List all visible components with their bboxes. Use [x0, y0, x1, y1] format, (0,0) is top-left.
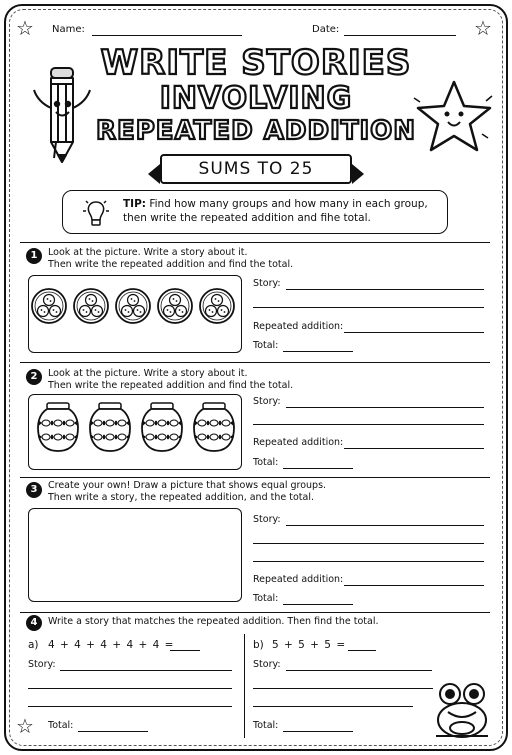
candy-icon: [210, 420, 218, 426]
date-label: Date:: [312, 24, 340, 35]
q2-instr-line-1: Look at the picture. Write a story about it.: [48, 368, 248, 379]
cookie-icon: [50, 306, 61, 317]
q3-total-field[interactable]: [283, 604, 353, 605]
q1-story-line-2[interactable]: [253, 307, 484, 308]
q2-candy-jars: [29, 395, 241, 469]
q4b-story-line-3[interactable]: [253, 706, 413, 707]
q1-picture-box: [28, 275, 242, 353]
candy-icon: [198, 420, 206, 426]
question-number-1: 1: [26, 248, 42, 264]
q3-instr-line-2: Then write a story, the repeated addition, and the total.: [48, 492, 314, 503]
candy-icon: [54, 420, 62, 426]
q1-instr-line-2: Then write the repeated addition and find the total.: [48, 259, 294, 270]
q3-repeated-label: Repeated addition:: [253, 574, 344, 585]
q2-repeated-field[interactable]: [344, 448, 484, 449]
candy-jar: [142, 403, 182, 451]
q2-story-line-2[interactable]: [253, 424, 484, 425]
tip-text-line-2: then write the repeated addition and fihe total.: [123, 212, 371, 224]
q3-story-line-3[interactable]: [253, 561, 484, 562]
q2-instr-line-2: Then write the repeated addition and find the total.: [48, 380, 294, 391]
q4b-total-label: Total:: [253, 720, 279, 731]
q1-total-label: Total:: [253, 340, 279, 351]
cookie-plate: [158, 289, 192, 323]
question-number-4: 4: [26, 615, 42, 631]
q4a-expression: 4 + 4 + 4 + 4 + 4 =: [48, 639, 175, 651]
candy-icon: [118, 434, 126, 440]
q2-total-field[interactable]: [283, 468, 353, 469]
cookie-icon: [86, 295, 97, 306]
cookie-icon: [164, 306, 175, 317]
date-field[interactable]: [344, 35, 456, 36]
cookie-plate: [200, 289, 234, 323]
q4b-story-label: Story:: [253, 659, 281, 670]
q4a-total-field[interactable]: [78, 731, 148, 732]
corner-star-icon: ☆: [16, 16, 34, 40]
cookie-plate: [32, 289, 66, 323]
q3-repeated-field[interactable]: [344, 585, 484, 586]
candy-icon: [106, 434, 114, 440]
cookie-icon: [44, 295, 55, 306]
q4a-total-label: Total:: [48, 720, 74, 731]
q1-instr-line-1: Look at the picture. Write a story about it.: [48, 247, 248, 258]
q3-story-line-2[interactable]: [253, 543, 484, 544]
candy-icon: [158, 434, 166, 440]
candy-icon: [118, 420, 126, 426]
section-divider: [20, 362, 490, 363]
q4a-story-label: Story:: [28, 659, 56, 670]
q4b-story-line-1[interactable]: [286, 670, 432, 671]
q3-story-line-1[interactable]: [286, 525, 484, 526]
q3-story-label: Story:: [253, 514, 281, 525]
q4b-total-field[interactable]: [283, 731, 353, 732]
q2-story-line-1[interactable]: [286, 407, 484, 408]
candy-icon: [222, 434, 230, 440]
q1-total-field[interactable]: [283, 351, 353, 352]
corner-star-icon: ☆: [474, 16, 492, 40]
candy-icon: [54, 434, 62, 440]
q2-story-label: Story:: [253, 396, 281, 407]
frog-mascot-icon: [428, 674, 496, 742]
candy-icon: [158, 420, 166, 426]
candy-icon: [66, 420, 74, 426]
candy-icon: [94, 434, 102, 440]
q4b-answer-field[interactable]: [348, 650, 376, 651]
section-divider: [20, 477, 490, 478]
cookie-icon: [170, 295, 181, 306]
q4a-answer-field[interactable]: [170, 650, 200, 651]
candy-icon: [198, 434, 206, 440]
candy-icon: [42, 434, 50, 440]
section-divider: [20, 242, 490, 243]
q4b-label: b): [253, 639, 264, 651]
title-line-2: INVOLVING: [159, 81, 353, 116]
tip-label: TIP:: [123, 198, 146, 210]
candy-icon: [146, 420, 154, 426]
question-number-2: 2: [26, 369, 42, 385]
candy-icon: [170, 434, 178, 440]
q4a-label: a): [28, 639, 39, 651]
title-line-3: REPEATED ADDITION: [95, 116, 417, 146]
cookie-icon: [218, 306, 229, 317]
q3-instructions: [48, 480, 326, 504]
cookie-icon: [38, 306, 49, 317]
candy-jar: [38, 403, 78, 451]
tip-box: [62, 190, 448, 234]
name-label: Name:: [52, 24, 85, 35]
cookie-plate: [74, 289, 108, 323]
q3-drawing-box[interactable]: [28, 508, 242, 602]
question-number-3: 3: [26, 482, 42, 498]
q4b-expression: 5 + 5 + 5 =: [272, 639, 347, 651]
cookie-icon: [206, 306, 217, 317]
candy-jar: [90, 403, 130, 451]
section-divider: [20, 612, 490, 613]
tip-text-line-1: Find how many groups and how many in each group,: [149, 198, 428, 210]
q2-instructions: [48, 368, 293, 392]
q2-total-label: Total:: [253, 457, 279, 468]
q4a-story-line-3[interactable]: [28, 706, 232, 707]
cookie-icon: [92, 306, 103, 317]
q1-repeated-label: Repeated addition:: [253, 321, 344, 332]
candy-icon: [210, 434, 218, 440]
candy-icon: [106, 420, 114, 426]
cookie-icon: [128, 295, 139, 306]
q1-instructions: [48, 247, 293, 271]
title-line-1: WRITE STORIES: [100, 43, 412, 83]
q4-instructions: Write a story that matches the repeated addition. Then find the total.: [48, 616, 379, 627]
cookie-icon: [80, 306, 91, 317]
q2-repeated-label: Repeated addition:: [253, 437, 344, 448]
cookie-plate: [116, 289, 150, 323]
candy-icon: [146, 434, 154, 440]
q1-story-line-1[interactable]: [286, 289, 484, 290]
cookie-icon: [212, 295, 223, 306]
q2-picture-box: [28, 394, 242, 470]
q4a-story-line-1[interactable]: [60, 670, 232, 671]
q4b-story-line-2[interactable]: [253, 688, 433, 689]
candy-icon: [42, 420, 50, 426]
candy-icon: [170, 420, 178, 426]
subtitle-banner: SUMS TO 25: [160, 154, 352, 184]
candy-icon: [222, 420, 230, 426]
name-field[interactable]: [92, 35, 242, 36]
candy-icon: [94, 420, 102, 426]
cookie-icon: [134, 306, 145, 317]
candy-icon: [66, 434, 74, 440]
q1-repeated-field[interactable]: [344, 332, 484, 333]
q1-cookie-plates: [29, 276, 241, 352]
q4-column-divider: [244, 634, 245, 738]
q3-instr-line-1: Create your own! Draw a picture that shows equal groups.: [48, 480, 327, 491]
cookie-icon: [176, 306, 187, 317]
cookie-icon: [122, 306, 133, 317]
candy-jar: [194, 403, 234, 451]
q4a-story-line-2[interactable]: [28, 688, 232, 689]
corner-star-icon: ☆: [16, 714, 34, 738]
q3-total-label: Total:: [253, 593, 279, 604]
q1-story-label: Story:: [253, 278, 281, 289]
lightbulb-icon: [81, 197, 111, 229]
